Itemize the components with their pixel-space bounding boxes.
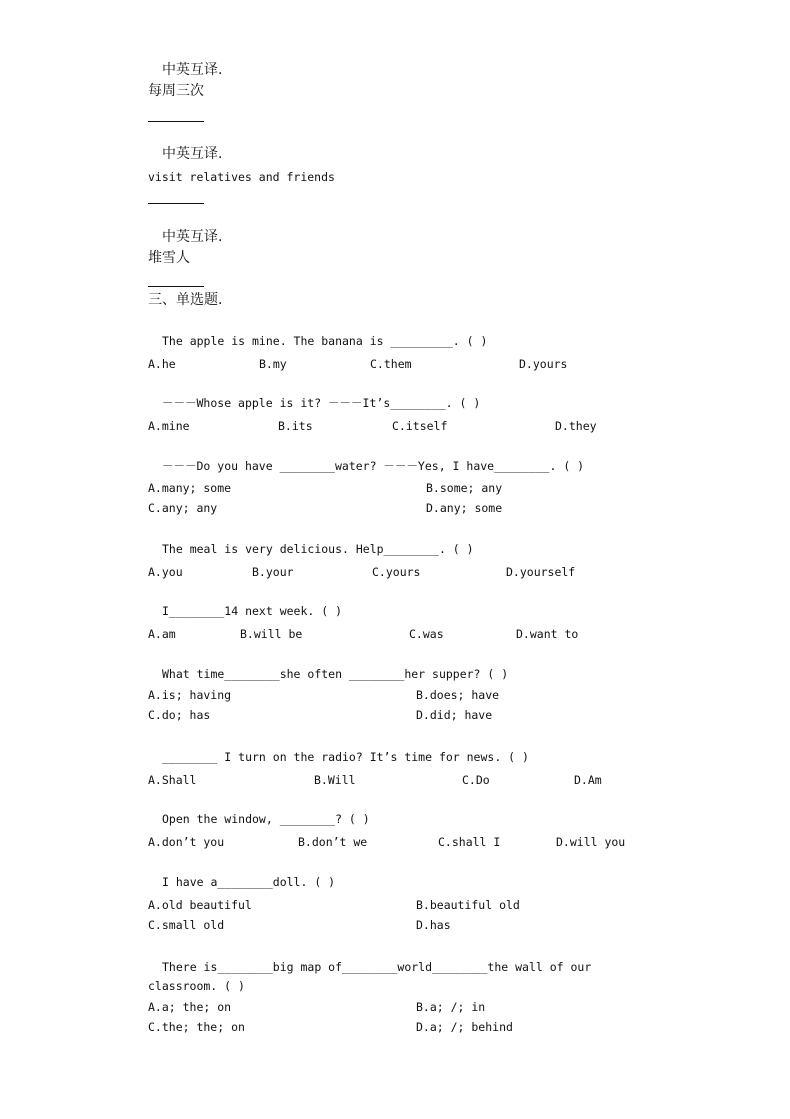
translation-prompt-1: 每周三次 <box>148 83 204 99</box>
question-2-option-a: A.mine <box>148 419 190 433</box>
question-3-option-a: A.many; some <box>148 481 232 495</box>
section-title: 三、单选题. <box>148 292 223 308</box>
question-9-option-c: C.small old <box>148 918 225 932</box>
question-8-option-b: B.don’t we <box>298 835 368 849</box>
question-7-option-d: D.Am <box>574 773 602 787</box>
question-2-option-d: D.they <box>555 419 597 433</box>
answer-line-3 <box>148 286 204 287</box>
answer-line-1 <box>148 121 204 122</box>
question-3-stem: －－－Do you have ________water? －－－Yes, I have________. ( ) <box>162 459 585 473</box>
question-10-option-d: D.a; /; behind <box>416 1020 513 1034</box>
question-8-stem: Open the window, ________? ( ) <box>162 812 370 826</box>
question-7-option-a: A.Shall <box>148 773 197 787</box>
question-4-stem: The meal is very delicious. Help________. ( ) <box>162 542 474 556</box>
question-2-option-b: B.its <box>278 419 313 433</box>
question-5-option-b: B.will be <box>240 627 303 641</box>
question-2-option-c: C.itself <box>392 419 448 433</box>
question-5-stem: I________14 next week. ( ) <box>162 604 343 618</box>
question-5-option-a: A.am <box>148 627 176 641</box>
question-4-option-c: C.yours <box>372 565 421 579</box>
answer-line-2 <box>148 203 204 204</box>
question-1-option-a: A.he <box>148 357 176 371</box>
question-9-stem: I have a________doll. ( ) <box>162 875 336 889</box>
question-6-option-a: A.is; having <box>148 688 232 702</box>
question-6-option-d: D.did; have <box>416 708 493 722</box>
question-1-option-b: B.my <box>259 357 287 371</box>
question-8-option-c: C.shall I <box>438 835 501 849</box>
question-4-option-b: B.your <box>252 565 294 579</box>
question-5-option-c: C.was <box>409 627 444 641</box>
question-10-option-b: B.a; /; in <box>416 1000 486 1014</box>
question-10-option-c: C.the; the; on <box>148 1020 245 1034</box>
question-8-option-d: D.will you <box>556 835 626 849</box>
translation-heading-2: 中英互译. <box>162 146 223 162</box>
question-4-option-a: A.you <box>148 565 183 579</box>
question-10-stem-line-2: classroom. ( ) <box>148 979 245 993</box>
question-7-stem: ________ I turn on the radio? It’s time for news. ( ) <box>162 750 529 764</box>
question-3-option-b: B.some; any <box>426 481 503 495</box>
translation-prompt-2: visit relatives and friends <box>148 170 335 184</box>
question-9-option-a: A.old beautiful <box>148 898 252 912</box>
question-4-option-d: D.yourself <box>506 565 576 579</box>
question-1-stem: The apple is mine. The banana is _________. ( ) <box>162 334 488 348</box>
question-6-stem: What time________she often ________her supper? ( ) <box>162 667 509 681</box>
question-6-option-b: B.does; have <box>416 688 500 702</box>
question-5-option-d: D.want to <box>516 627 579 641</box>
question-10-stem-line-1: There is________big map of________world________the wall of our <box>162 960 592 974</box>
question-1-option-d: D.yours <box>519 357 568 371</box>
question-6-option-c: C.do; has <box>148 708 211 722</box>
translation-heading-3: 中英互译. <box>162 229 223 245</box>
question-3-option-d: D.any; some <box>426 501 503 515</box>
question-9-option-b: B.beautiful old <box>416 898 520 912</box>
question-7-option-c: C.Do <box>462 773 490 787</box>
question-9-option-d: D.has <box>416 918 451 932</box>
translation-heading-1: 中英互译. <box>162 62 223 78</box>
question-2-stem: －－－Whose apple is it? －－－It’s________. ( ) <box>162 396 481 410</box>
question-8-option-a: A.don’t you <box>148 835 225 849</box>
translation-prompt-3: 堆雪人 <box>148 250 190 266</box>
question-1-option-c: C.them <box>370 357 412 371</box>
question-3-option-c: C.any; any <box>148 501 218 515</box>
question-7-option-b: B.Will <box>314 773 356 787</box>
question-10-option-a: A.a; the; on <box>148 1000 232 1014</box>
